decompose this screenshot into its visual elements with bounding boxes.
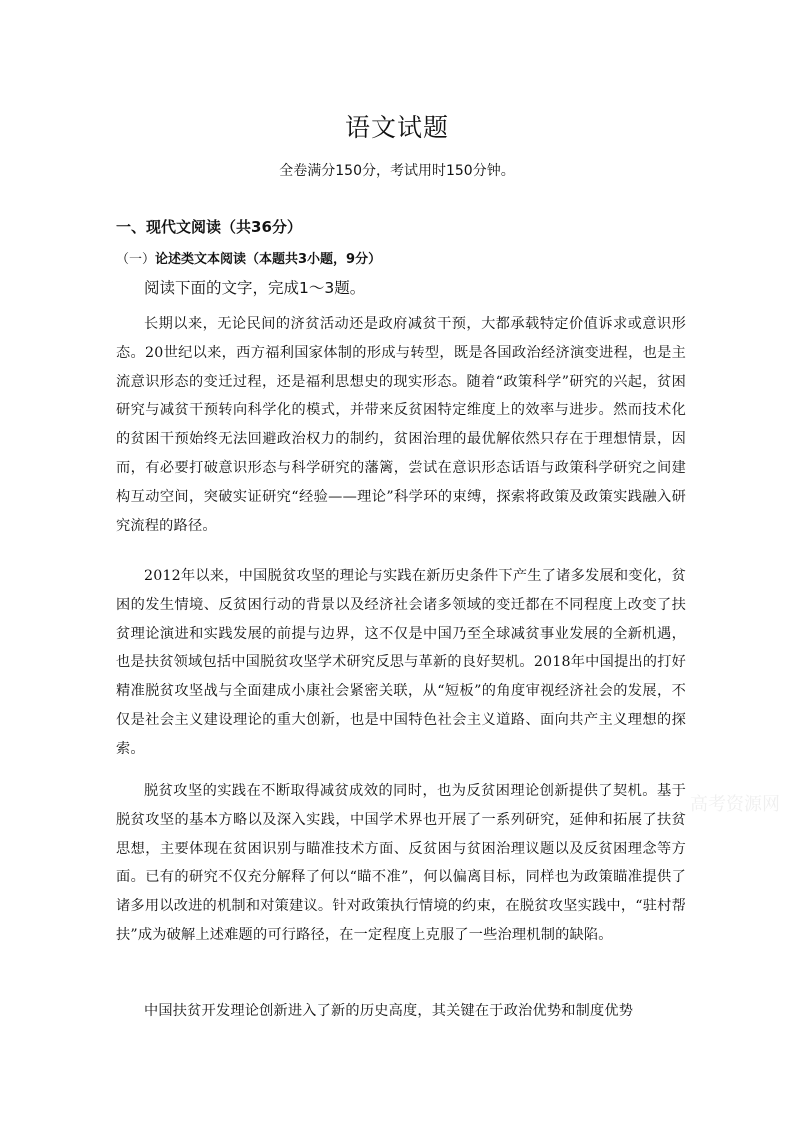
subsection-prefix: （一） bbox=[116, 252, 156, 267]
subsection-title: 论述类文本阅读（本题共3小题，9分） bbox=[155, 252, 382, 267]
watermark: 高考资源网 bbox=[690, 794, 780, 815]
paragraph: 长期以来，无论民间的济贫活动还是政府减贫干预，大都承载特定价值诉求或意识形态。20世纪以来，西方福利国家体制的形成与转型，既是各国政治经济演变进程，也是主流意识形态的变迁过程，还是福利思想史的现实形态。随着“政策科学”研究的兴起，贫困研究与减贫干预转向科学化的模式，并带来反贫困特定维度上的效率与进步。然而技术化的贫困干预始终无法回避政治权力的制约，贫困治理的最优解依然只存在于理想情景，因而，有必要打破意识形态与科学研究的藩篱，尝试在意识形态话语与政策科学研究之间建构互动空间，突破实证研究“经验——理论”科学环的束缚，探索将政策及政策实践融入研究流程的路径。 bbox=[116, 316, 686, 534]
paragraph: 中国扶贫开发理论创新进入了新的历史高度，其关键在于政治优势和制度优势 bbox=[144, 1003, 634, 1019]
subsection-heading bbox=[116, 248, 381, 267]
exam-info: 全卷满分150分，考试用时150分钟。 bbox=[279, 163, 515, 179]
section-heading: 一、现代文阅读（共36分） bbox=[116, 218, 302, 236]
reading-instruction: 阅读下面的文字，完成1～3题。 bbox=[144, 279, 366, 297]
paragraph: 脱贫攻坚的实践在不断取得减贫成效的同时，也为反贫困理论创新提供了契机。基于脱贫攻坚的基本方略以及深入实践，中国学术界也开展了一系列研究，延伸和拓展了扶贫思想，主要体现在贫困识别与瞄准技术方面、反贫困与贫困治理议题以及反贫困理念等方面。已有的研究不仅充分解释了何以“瞄不准”，何以偏离目标，同样也为政策瞄准提供了诸多用以改进的机制和对策建议。针对政策执行情境的约束，在脱贫攻坚实践中，“驻村帮扶”成为破解上述难题的可行路径，在一定程度上克服了一些治理机制的缺陷。 bbox=[116, 783, 686, 943]
page-title: 语文试题 bbox=[344, 113, 449, 142]
paragraph: 2012年以来，中国脱贫攻坚的理论与实践在新历史条件下产生了诸多发展和变化，贫困的发生情境、反贫困行动的背景以及经济社会诸多领域的变迁都在不同程度上改变了扶贫理论演进和实践发展的前提与边界，这不仅是中国乃至全球减贫事业发展的全新机遇，也是扶贫领域包括中国脱贫攻坚学术研究反思与革新的良好契机。2018年中国提出的打好精准脱贫攻坚战与全面建成小康社会紧密关联，从“短板”的角度审视经济社会的发展，不仅是社会主义建设理论的重大创新，也是中国特色社会主义道路、面向共产主义理想的探索。 bbox=[116, 568, 686, 757]
